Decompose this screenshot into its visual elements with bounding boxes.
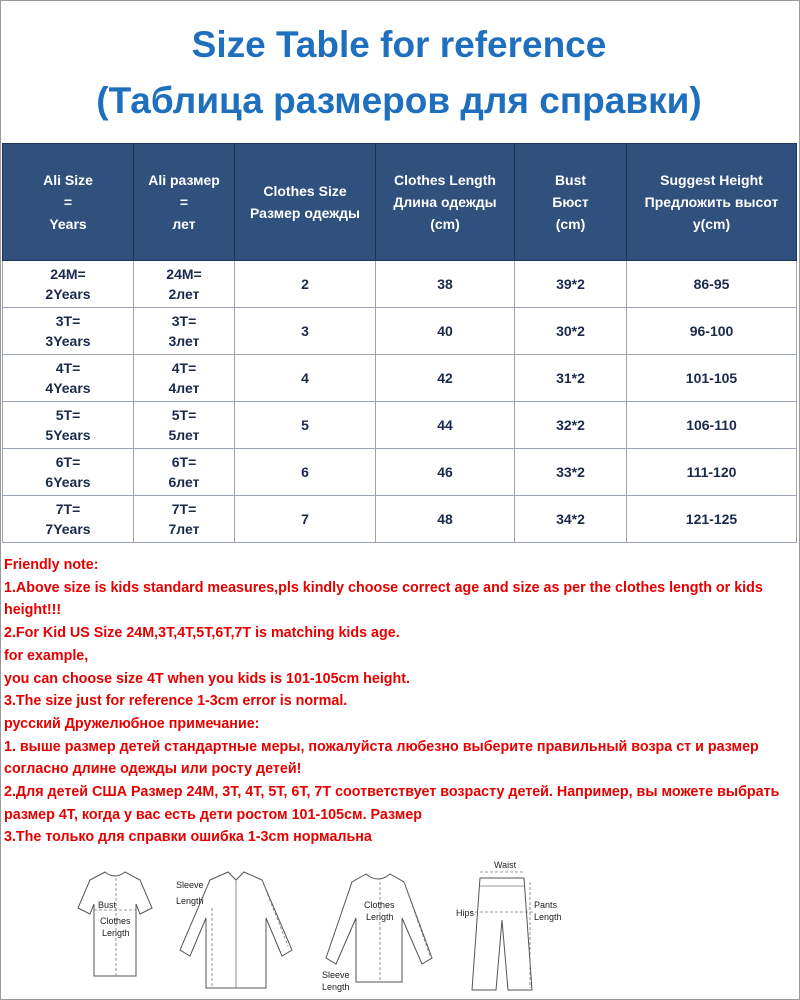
cell-bust: 30*2 (515, 308, 627, 355)
cell-ali-ru: 6T= 6лет (134, 449, 235, 496)
label-length-3: Length (322, 982, 350, 992)
friendly-notes (4, 554, 794, 849)
cell-ali-size: 7T= 7Years (3, 496, 134, 543)
cell-bust: 32*2 (515, 402, 627, 449)
cell-bust: 39*2 (515, 261, 627, 308)
cell-height: 96-100 (627, 308, 797, 355)
label-bust: Bust (98, 900, 117, 910)
cell-height: 111-120 (627, 449, 797, 496)
cell-ali-size: 3T= 3Years (3, 308, 134, 355)
note-line: 2.For Kid US Size 24M,3T,4T,5T,6T,7T is matching kids age. (4, 625, 400, 642)
label-pants: Pants (534, 900, 558, 910)
label-sleeve-length: Length (176, 896, 204, 906)
note-line: 1.Above size is kids standard measures,pls kindly choose correct age and size as per the clothes length or kids height!!! (4, 579, 763, 619)
cell-length: 40 (376, 308, 515, 355)
cell-length: 46 (376, 449, 515, 496)
cell-ali-ru: 3T= 3лет (134, 308, 235, 355)
note-line: 3.The только для справки ошибка 1-3cm нормальна (4, 829, 372, 846)
note-line: 2.Для детей США Размер 24M, 3T, 4T, 5T, 6T, 7T соответствует возрасту детей. Например, вы можете выбрать размер 4T, когда у вас есть дети ростом 101-105см. Размер (4, 784, 780, 823)
cell-height: 106-110 (627, 402, 797, 449)
note-heading-russian: русский Дружелюбное примечание: (4, 715, 260, 732)
label-clothes: Clothes (100, 916, 131, 926)
cell-length: 38 (376, 261, 515, 308)
label-pants-length: Length (534, 912, 562, 922)
shirt-icon (176, 872, 292, 988)
note-line: for example, (4, 647, 89, 664)
label-waist: Waist (494, 860, 517, 870)
label-length-2: Length (366, 912, 394, 922)
cell-ali-ru: 7T= 7лет (134, 496, 235, 543)
table-row (3, 261, 797, 308)
tshirt-icon (78, 872, 152, 976)
table-row (3, 402, 797, 449)
cell-bust: 33*2 (515, 449, 627, 496)
label-sleeve-3: Sleeve (322, 970, 350, 980)
sweater-icon (322, 874, 432, 992)
cell-length: 44 (376, 402, 515, 449)
size-table (2, 143, 797, 543)
note-line: 3.The size just for reference 1-3cm error is normal. (4, 693, 348, 710)
cell-height: 86-95 (627, 261, 797, 308)
cell-height: 121-125 (627, 496, 797, 543)
cell-ali-size: 4T= 4Years (3, 355, 134, 402)
measurement-diagram (60, 858, 580, 994)
header-ali-size: Ali Size = Years (3, 144, 134, 261)
table-row (3, 449, 797, 496)
table-row (3, 355, 797, 402)
title-english: Size Table for reference (191, 24, 607, 65)
title-russian: (Таблица размеров для справки) (96, 80, 702, 121)
title-block (2, 2, 796, 144)
cell-ali-size: 24M= 2Years (3, 261, 134, 308)
cell-ali-size: 6T= 6Years (3, 449, 134, 496)
cell-clothes-size: 5 (235, 402, 376, 449)
header-bust: Bust Бюст (cm) (515, 144, 627, 261)
header-clothes-length: Clothes Length Длина одежды (cm) (376, 144, 515, 261)
cell-clothes-size: 6 (235, 449, 376, 496)
label-length: Length (102, 928, 130, 938)
table-row (3, 308, 797, 355)
header-clothes-size: Clothes Size Размер одежды (235, 144, 376, 261)
header-suggest-height: Suggest Height Предложить высот у(cm) (627, 144, 797, 261)
label-clothes-2: Clothes (364, 900, 395, 910)
cell-clothes-size: 7 (235, 496, 376, 543)
cell-clothes-size: 4 (235, 355, 376, 402)
cell-length: 48 (376, 496, 515, 543)
table-header-row (3, 144, 797, 261)
cell-ali-size: 5T= 5Years (3, 402, 134, 449)
cell-clothes-size: 3 (235, 308, 376, 355)
note-line: you can choose size 4T when you kids is 101-105cm height. (4, 670, 411, 687)
label-sleeve: Sleeve (176, 880, 204, 890)
note-heading: Friendly note: (4, 557, 99, 573)
cell-ali-ru: 24M= 2лет (134, 261, 235, 308)
cell-ali-ru: 5T= 5лет (134, 402, 235, 449)
cell-height: 101-105 (627, 355, 797, 402)
cell-length: 42 (376, 355, 515, 402)
table-row (3, 496, 797, 543)
header-ali-ru: Ali размер = лет (134, 144, 235, 261)
label-hips: Hips (456, 908, 475, 918)
pants-icon (456, 860, 562, 990)
cell-clothes-size: 2 (235, 261, 376, 308)
cell-bust: 31*2 (515, 355, 627, 402)
note-line: 1. выше размер детей стандартные меры, пожалуйста любезно выберите правильный возра ст и размер согласно длине одежды или росту детей! (4, 738, 759, 778)
cell-ali-ru: 4T= 4лет (134, 355, 235, 402)
cell-bust: 34*2 (515, 496, 627, 543)
